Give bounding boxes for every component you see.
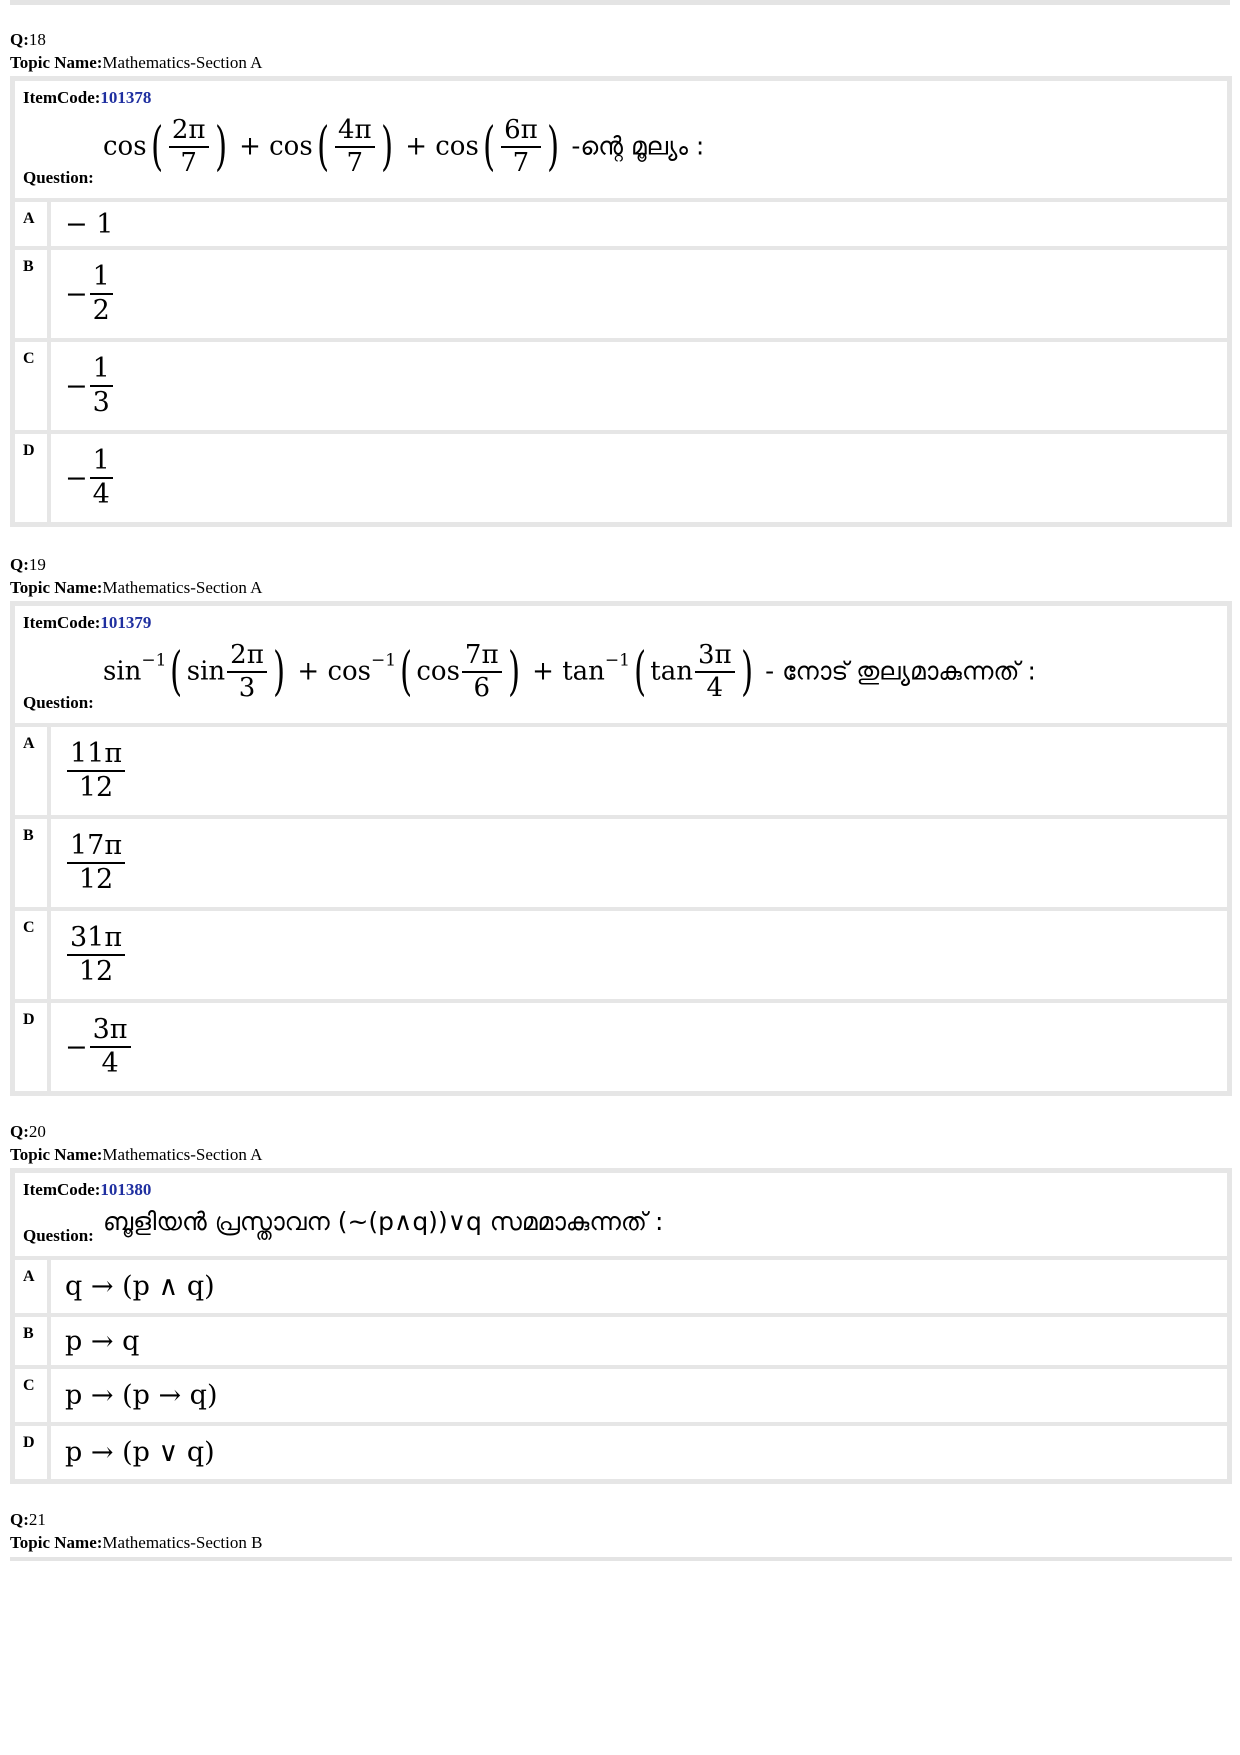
option-value: − $\frac{3\pi}{4}$	[51, 1003, 1227, 1091]
option-value: q → (p ∧ q)	[65, 1271, 215, 1302]
option-letter: A	[15, 202, 51, 246]
option-value: − $\frac{1}{4}$	[51, 434, 1227, 522]
option-row-a[interactable]	[15, 1260, 1227, 1317]
option-letter: D	[15, 434, 51, 522]
option-letter: B	[15, 819, 51, 907]
question-block-20	[10, 1120, 1232, 1484]
question-stem: $\sin^{-1}$( sin $\frac{2\pi}{3}$ ) + $\cos^{-1}$( cos $\frac{7\pi}{6}$ ) + $\tan^{-1}$( tan $\frac{3\pi}{4}$ ) - നോട് തുല്യമാകുന്നത് :	[103, 640, 1036, 704]
option-value: $\frac{11\pi}{12}$	[51, 727, 1227, 815]
question-number: Q:18	[10, 30, 46, 49]
option-letter: D	[15, 1426, 51, 1479]
option-row-d[interactable]	[15, 434, 1227, 522]
topic-name: Topic Name:Mathematics-Section A	[10, 53, 263, 72]
option-row-b[interactable]	[15, 819, 1227, 911]
question-number: Q:20	[10, 1122, 46, 1141]
option-row-d[interactable]	[15, 1426, 1227, 1479]
question-table	[10, 76, 1232, 527]
option-value: − $\frac{1}{3}$	[51, 342, 1227, 430]
topic-name: Topic Name:Mathematics-Section B	[10, 1533, 263, 1552]
question-table	[10, 1168, 1232, 1484]
question-block-19	[10, 553, 1232, 1096]
question-label: Question:	[23, 1226, 94, 1245]
question-number: Q:21	[10, 1510, 46, 1529]
option-value: − $\frac{1}{2}$	[51, 250, 1227, 338]
option-letter: C	[15, 1369, 51, 1422]
item-code: ItemCode:101378	[23, 88, 152, 107]
item-code: ItemCode:101380	[23, 1180, 152, 1199]
option-row-d[interactable]	[15, 1003, 1227, 1091]
question-label: Question:	[23, 693, 94, 712]
question-block-18	[10, 28, 1232, 527]
option-row-c[interactable]	[15, 342, 1227, 434]
topic-name: Topic Name:Mathematics-Section A	[10, 1145, 263, 1164]
option-row-c[interactable]	[15, 1369, 1227, 1426]
item-row	[15, 1173, 1227, 1260]
item-code: ItemCode:101379	[23, 613, 152, 632]
option-letter: D	[15, 1003, 51, 1091]
option-row-c[interactable]	[15, 911, 1227, 1003]
top-divider	[10, 0, 1230, 5]
option-letter: C	[15, 342, 51, 430]
option-letter: A	[15, 727, 51, 815]
question-stem: ബൂളിയൻ പ്രസ്താവന (~(p∧q))∨q സമമാകുന്നത് :	[103, 1207, 664, 1236]
option-letter: A	[15, 1260, 51, 1313]
question-block-21	[10, 1508, 1232, 1554]
bottom-divider	[10, 1557, 1232, 1561]
option-letter: B	[15, 250, 51, 338]
option-value: p → q	[65, 1325, 140, 1357]
option-letter: B	[15, 1317, 51, 1365]
option-value: $\frac{31\pi}{12}$	[51, 911, 1227, 999]
item-row	[15, 606, 1227, 727]
item-row	[15, 81, 1227, 202]
option-row-b[interactable]	[15, 1317, 1227, 1369]
option-row-a[interactable]	[15, 727, 1227, 819]
question-label: Question:	[23, 168, 94, 187]
option-value: − 1	[65, 208, 114, 240]
question-stem: cos( $\frac{2\pi}{7}$ ) + cos( $\frac{4\pi}{7}$ ) + cos( $\frac{6\pi}{7}$ ) -ന്റെ മൂല്യം :	[103, 115, 705, 179]
question-table	[10, 601, 1232, 1096]
topic-name: Topic Name:Mathematics-Section A	[10, 578, 263, 597]
option-row-a[interactable]	[15, 202, 1227, 250]
option-row-b[interactable]	[15, 250, 1227, 342]
question-number: Q:19	[10, 555, 46, 574]
option-value: $\frac{17\pi}{12}$	[51, 819, 1227, 907]
option-value: p → (p → q)	[65, 1380, 218, 1411]
option-value: p → (p ∨ q)	[65, 1437, 215, 1468]
option-letter: C	[15, 911, 51, 999]
